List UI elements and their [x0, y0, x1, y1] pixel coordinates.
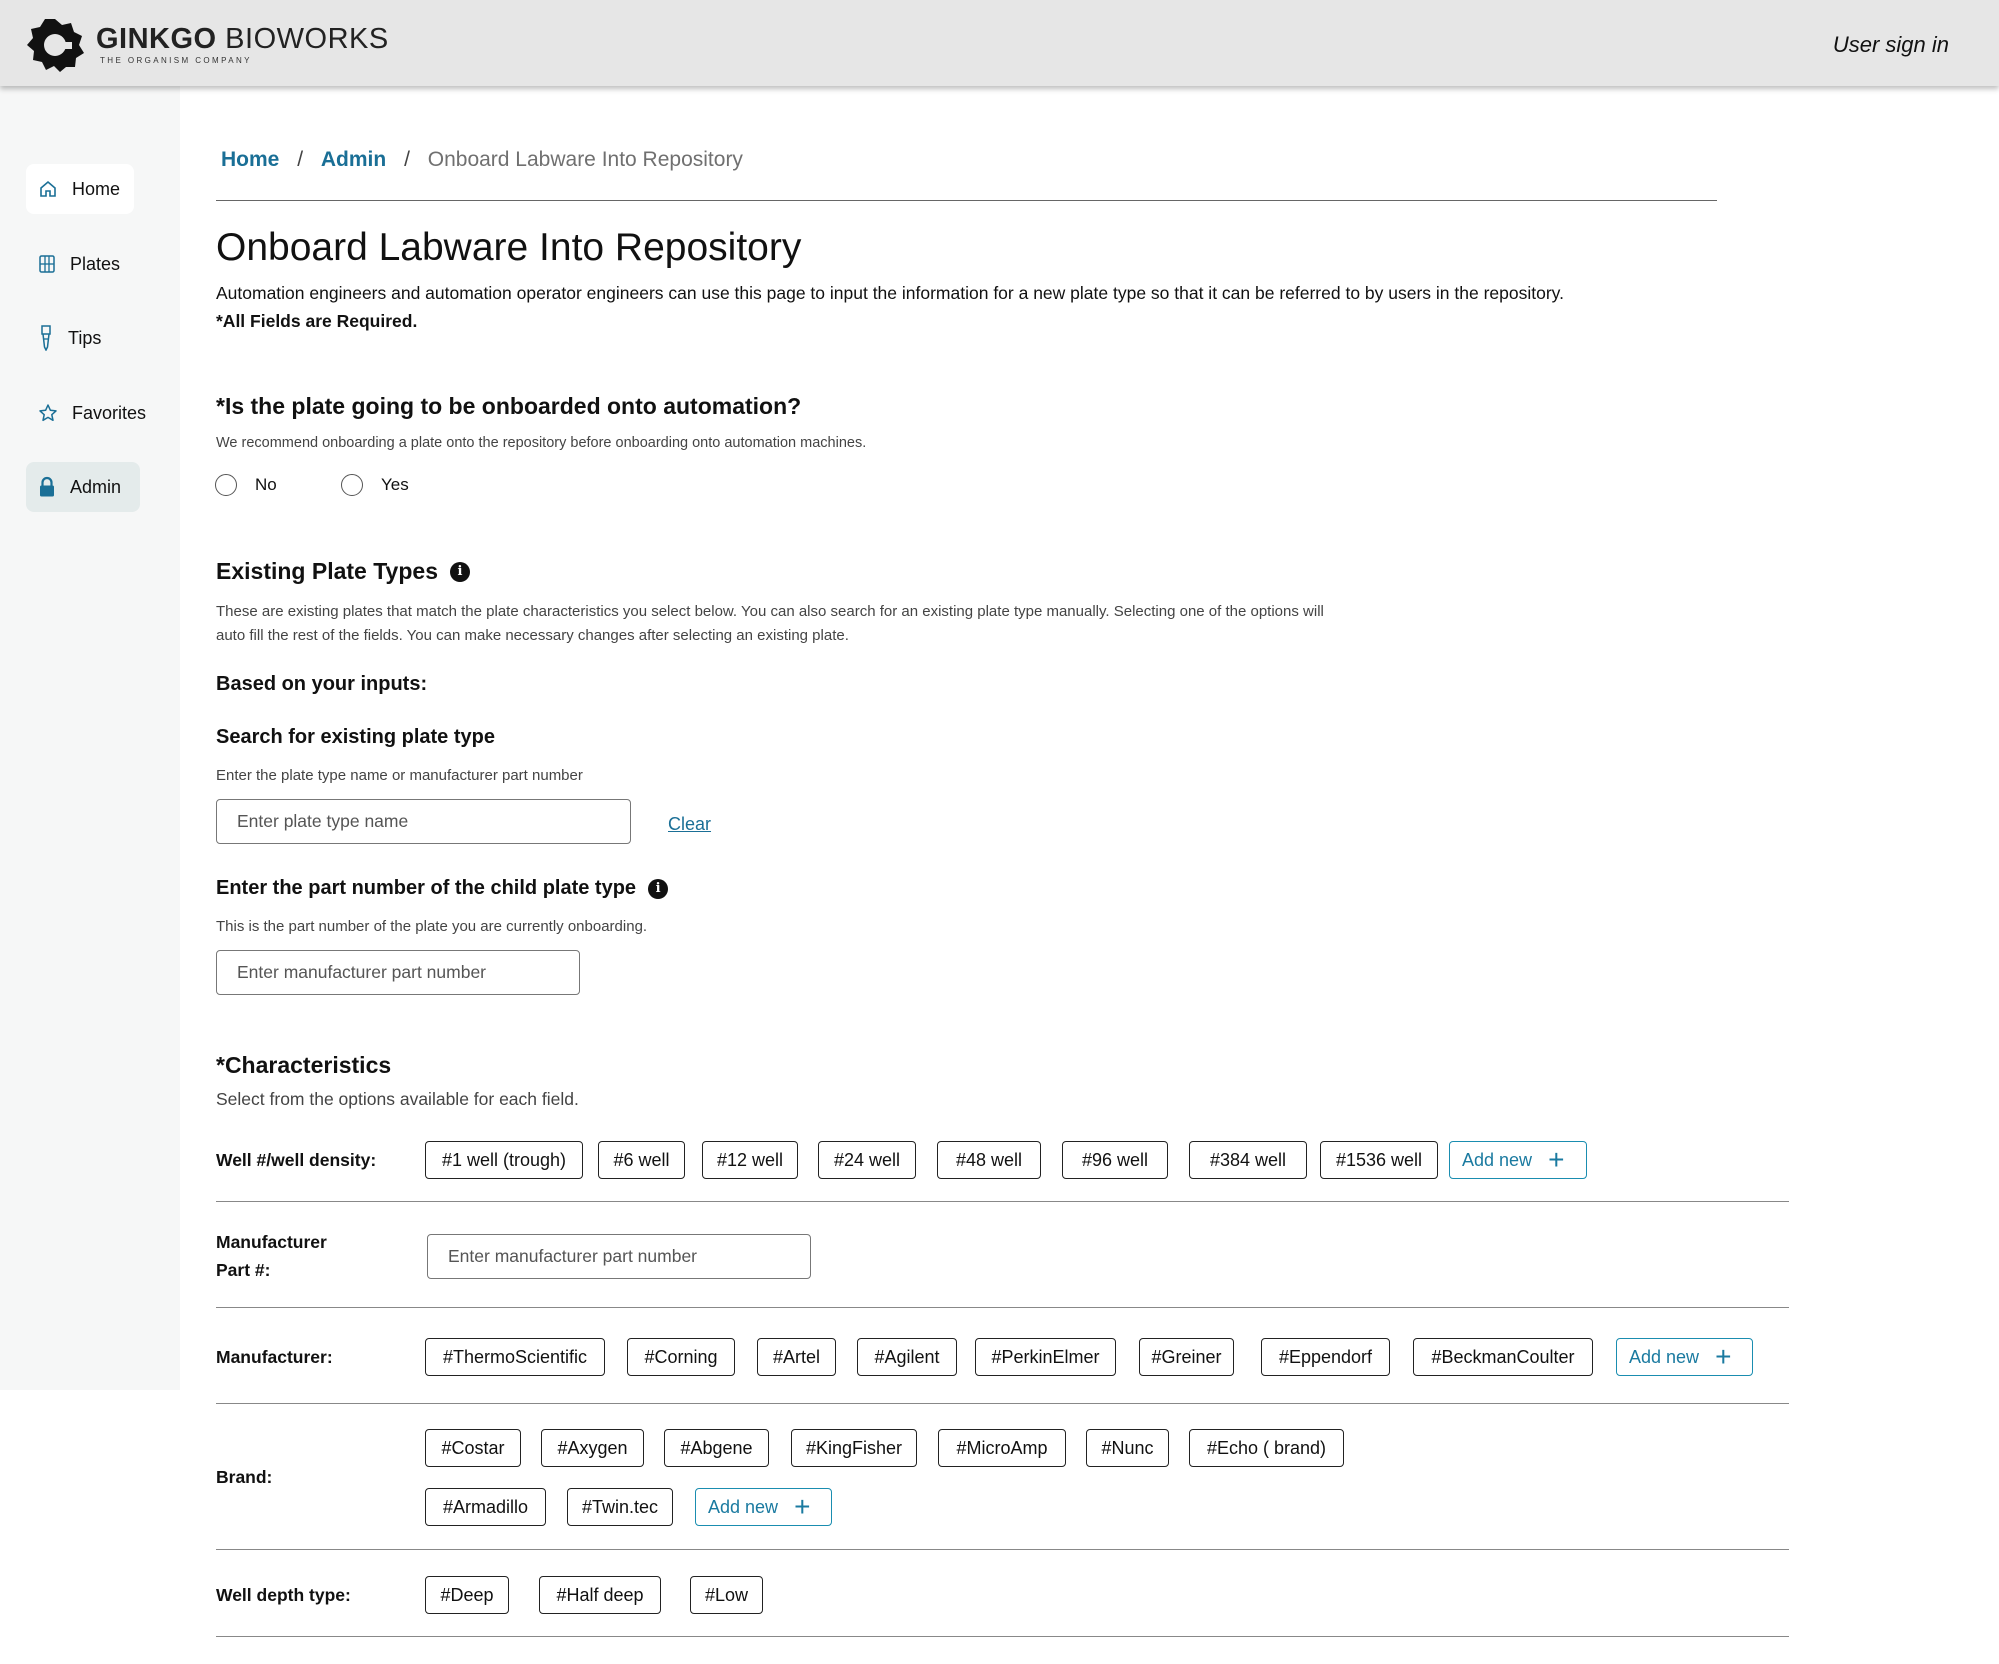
plus-icon: + — [794, 1491, 811, 1522]
tag-well-density[interactable]: #6 well — [598, 1141, 685, 1179]
sidebar-item-admin[interactable] — [26, 462, 140, 512]
breadcrumb-separator: / — [404, 148, 410, 171]
tag-well-density[interactable]: #48 well — [937, 1141, 1041, 1179]
tag-manufacturer[interactable]: #Corning — [627, 1338, 735, 1376]
tag-well-density[interactable]: #1536 well — [1320, 1141, 1438, 1179]
search-heading: Search for existing plate type — [216, 726, 495, 748]
top-header — [0, 0, 1999, 86]
pipette-tip-icon — [38, 325, 54, 351]
sidebar-item-label: Admin — [70, 476, 122, 497]
tag-brand[interactable]: #Armadillo — [425, 1488, 546, 1526]
radio-circle[interactable] — [215, 474, 237, 496]
tag-well-density[interactable]: #96 well — [1062, 1141, 1168, 1179]
label-line: Part #: — [216, 1260, 271, 1280]
breadcrumb-current: Onboard Labware Into Repository — [427, 148, 743, 171]
row-divider — [216, 1403, 1789, 1404]
sidebar-item-label: Plates — [70, 253, 121, 274]
tag-brand[interactable]: #Twin.tec — [567, 1488, 673, 1526]
tag-brand[interactable]: #Axygen — [541, 1429, 644, 1467]
manufacturer-label: Manufacturer: — [216, 1347, 333, 1367]
logo-tagline: THE ORGANISM COMPANY — [100, 55, 252, 65]
brand-label: Brand: — [216, 1467, 273, 1487]
tag-well-density[interactable]: #384 well — [1189, 1141, 1307, 1179]
automation-radio-yes[interactable] — [341, 474, 409, 496]
section-title: Enter the part number of the child plate type — [216, 877, 637, 899]
lock-icon — [38, 476, 56, 498]
home-icon — [38, 179, 58, 199]
add-new-brand-button[interactable] — [695, 1488, 832, 1526]
tag-manufacturer[interactable]: #PerkinElmer — [975, 1338, 1116, 1376]
row-divider — [216, 1307, 1789, 1308]
row-divider — [216, 1201, 1789, 1202]
tag-manufacturer[interactable]: #Agilent — [857, 1338, 957, 1376]
tag-brand[interactable]: #KingFisher — [791, 1429, 917, 1467]
tag-manufacturer[interactable]: #ThermoScientific — [425, 1338, 605, 1376]
breadcrumb-divider — [216, 200, 1717, 201]
tag-well-depth[interactable]: #Deep — [425, 1576, 509, 1614]
manufacturer-part-number-input[interactable] — [427, 1234, 811, 1279]
tag-well-density[interactable]: #12 well — [702, 1141, 798, 1179]
ginkgo-logo-icon — [24, 16, 86, 72]
child-part-number-input[interactable] — [216, 950, 580, 995]
automation-radio-no[interactable] — [215, 474, 277, 496]
breadcrumb-separator: / — [297, 148, 304, 171]
well-depth-label: Well depth type: — [216, 1585, 351, 1605]
sidebar-item-favorites[interactable] — [26, 388, 158, 438]
sidebar-item-label: Tips — [68, 327, 102, 348]
tag-brand[interactable]: #Costar — [425, 1429, 521, 1467]
tag-well-depth[interactable]: #Half deep — [539, 1576, 661, 1614]
breadcrumb-admin-link[interactable]: Admin — [320, 148, 387, 171]
required-note: *All Fields are Required. — [216, 311, 418, 331]
sidebar-item-label: Favorites — [72, 402, 147, 423]
logo-wordmark: BIOWORKS — [216, 22, 389, 55]
clear-search-link[interactable]: Clear — [668, 814, 712, 834]
tag-manufacturer[interactable]: #Artel — [757, 1338, 836, 1376]
add-new-manufacturer-button[interactable] — [1616, 1338, 1753, 1376]
section-title: Existing Plate Types — [216, 558, 438, 584]
child-part-help-text: This is the part number of the plate you are currently onboarding. — [216, 918, 648, 935]
tag-manufacturer[interactable]: #BeckmanCoulter — [1413, 1338, 1593, 1376]
tag-brand[interactable]: #Nunc — [1086, 1429, 1169, 1467]
row-divider — [216, 1549, 1789, 1550]
logo-wordmark-bold: GINKGO — [96, 22, 217, 55]
tag-brand[interactable]: #Abgene — [664, 1429, 769, 1467]
well-density-label: Well #/well density: — [216, 1150, 377, 1170]
tag-manufacturer[interactable]: #Eppendorf — [1261, 1338, 1390, 1376]
row-divider — [216, 1636, 1789, 1637]
search-help-text: Enter the plate type name or manufacturer part number — [216, 767, 583, 784]
add-new-label: Add new — [1629, 1346, 1700, 1367]
tag-well-depth[interactable]: #Low — [690, 1576, 763, 1614]
tag-brand[interactable]: #Echo ( brand) — [1189, 1429, 1344, 1467]
automation-help-text: We recommend onboarding a plate onto the repository before onboarding onto automation machines. — [216, 435, 867, 451]
add-new-label: Add new — [1462, 1149, 1533, 1170]
page-description: Automation engineers and automation operator engineers can use this page to input the information for a new plate type so that it can be referred to by users in the repository. — [216, 283, 1564, 303]
tag-brand[interactable]: #MicroAmp — [938, 1429, 1066, 1467]
sidebar-item-label: Home — [72, 178, 121, 199]
breadcrumb — [221, 148, 743, 172]
tag-well-density[interactable]: #1 well (trough) — [425, 1141, 583, 1179]
ginkgo-logo[interactable] — [24, 16, 389, 72]
info-icon[interactable]: i — [450, 562, 470, 582]
manufacturer-part-label — [216, 1228, 327, 1284]
sidebar-item-home[interactable] — [26, 164, 134, 214]
plus-icon: + — [1715, 1341, 1732, 1372]
breadcrumb-home-link[interactable]: Home — [221, 148, 280, 171]
automation-question: *Is the plate going to be onboarded onto automation? — [216, 393, 802, 419]
plate-icon — [38, 254, 56, 274]
add-new-label: Add new — [708, 1496, 779, 1517]
existing-plate-types-description: These are existing plates that match the plate characteristics you select below. You can also search for an existing plate type manually. Selecting one of the options will auto fill the rest of the fields. You can make necessary changes after selecting an existing plate. — [216, 603, 1324, 644]
info-icon[interactable]: i — [648, 879, 668, 899]
plate-type-search-input[interactable] — [216, 799, 631, 844]
tag-well-density[interactable]: #24 well — [818, 1141, 916, 1179]
sidebar-item-plates[interactable] — [26, 239, 132, 289]
star-icon — [38, 403, 58, 423]
sidebar-item-tips[interactable] — [26, 313, 113, 363]
tag-manufacturer[interactable]: #Greiner — [1139, 1338, 1234, 1376]
add-new-well-density-button[interactable] — [1449, 1141, 1587, 1179]
plus-icon: + — [1548, 1144, 1565, 1175]
label-line: Manufacturer — [216, 1232, 327, 1252]
radio-circle[interactable] — [341, 474, 363, 496]
characteristics-subtitle: Select from the options available for each field. — [216, 1089, 579, 1109]
sidebar — [0, 86, 180, 1390]
existing-plate-types-heading — [216, 558, 470, 585]
based-on-inputs-label: Based on your inputs: — [216, 673, 428, 695]
child-part-heading — [216, 877, 668, 900]
user-sign-in-link[interactable]: User sign in — [1832, 32, 1949, 57]
radio-label: No — [255, 475, 277, 494]
characteristics-heading: *Characteristics — [216, 1052, 392, 1078]
radio-label: Yes — [381, 475, 409, 494]
page-title: Onboard Labware Into Repository — [216, 226, 802, 269]
